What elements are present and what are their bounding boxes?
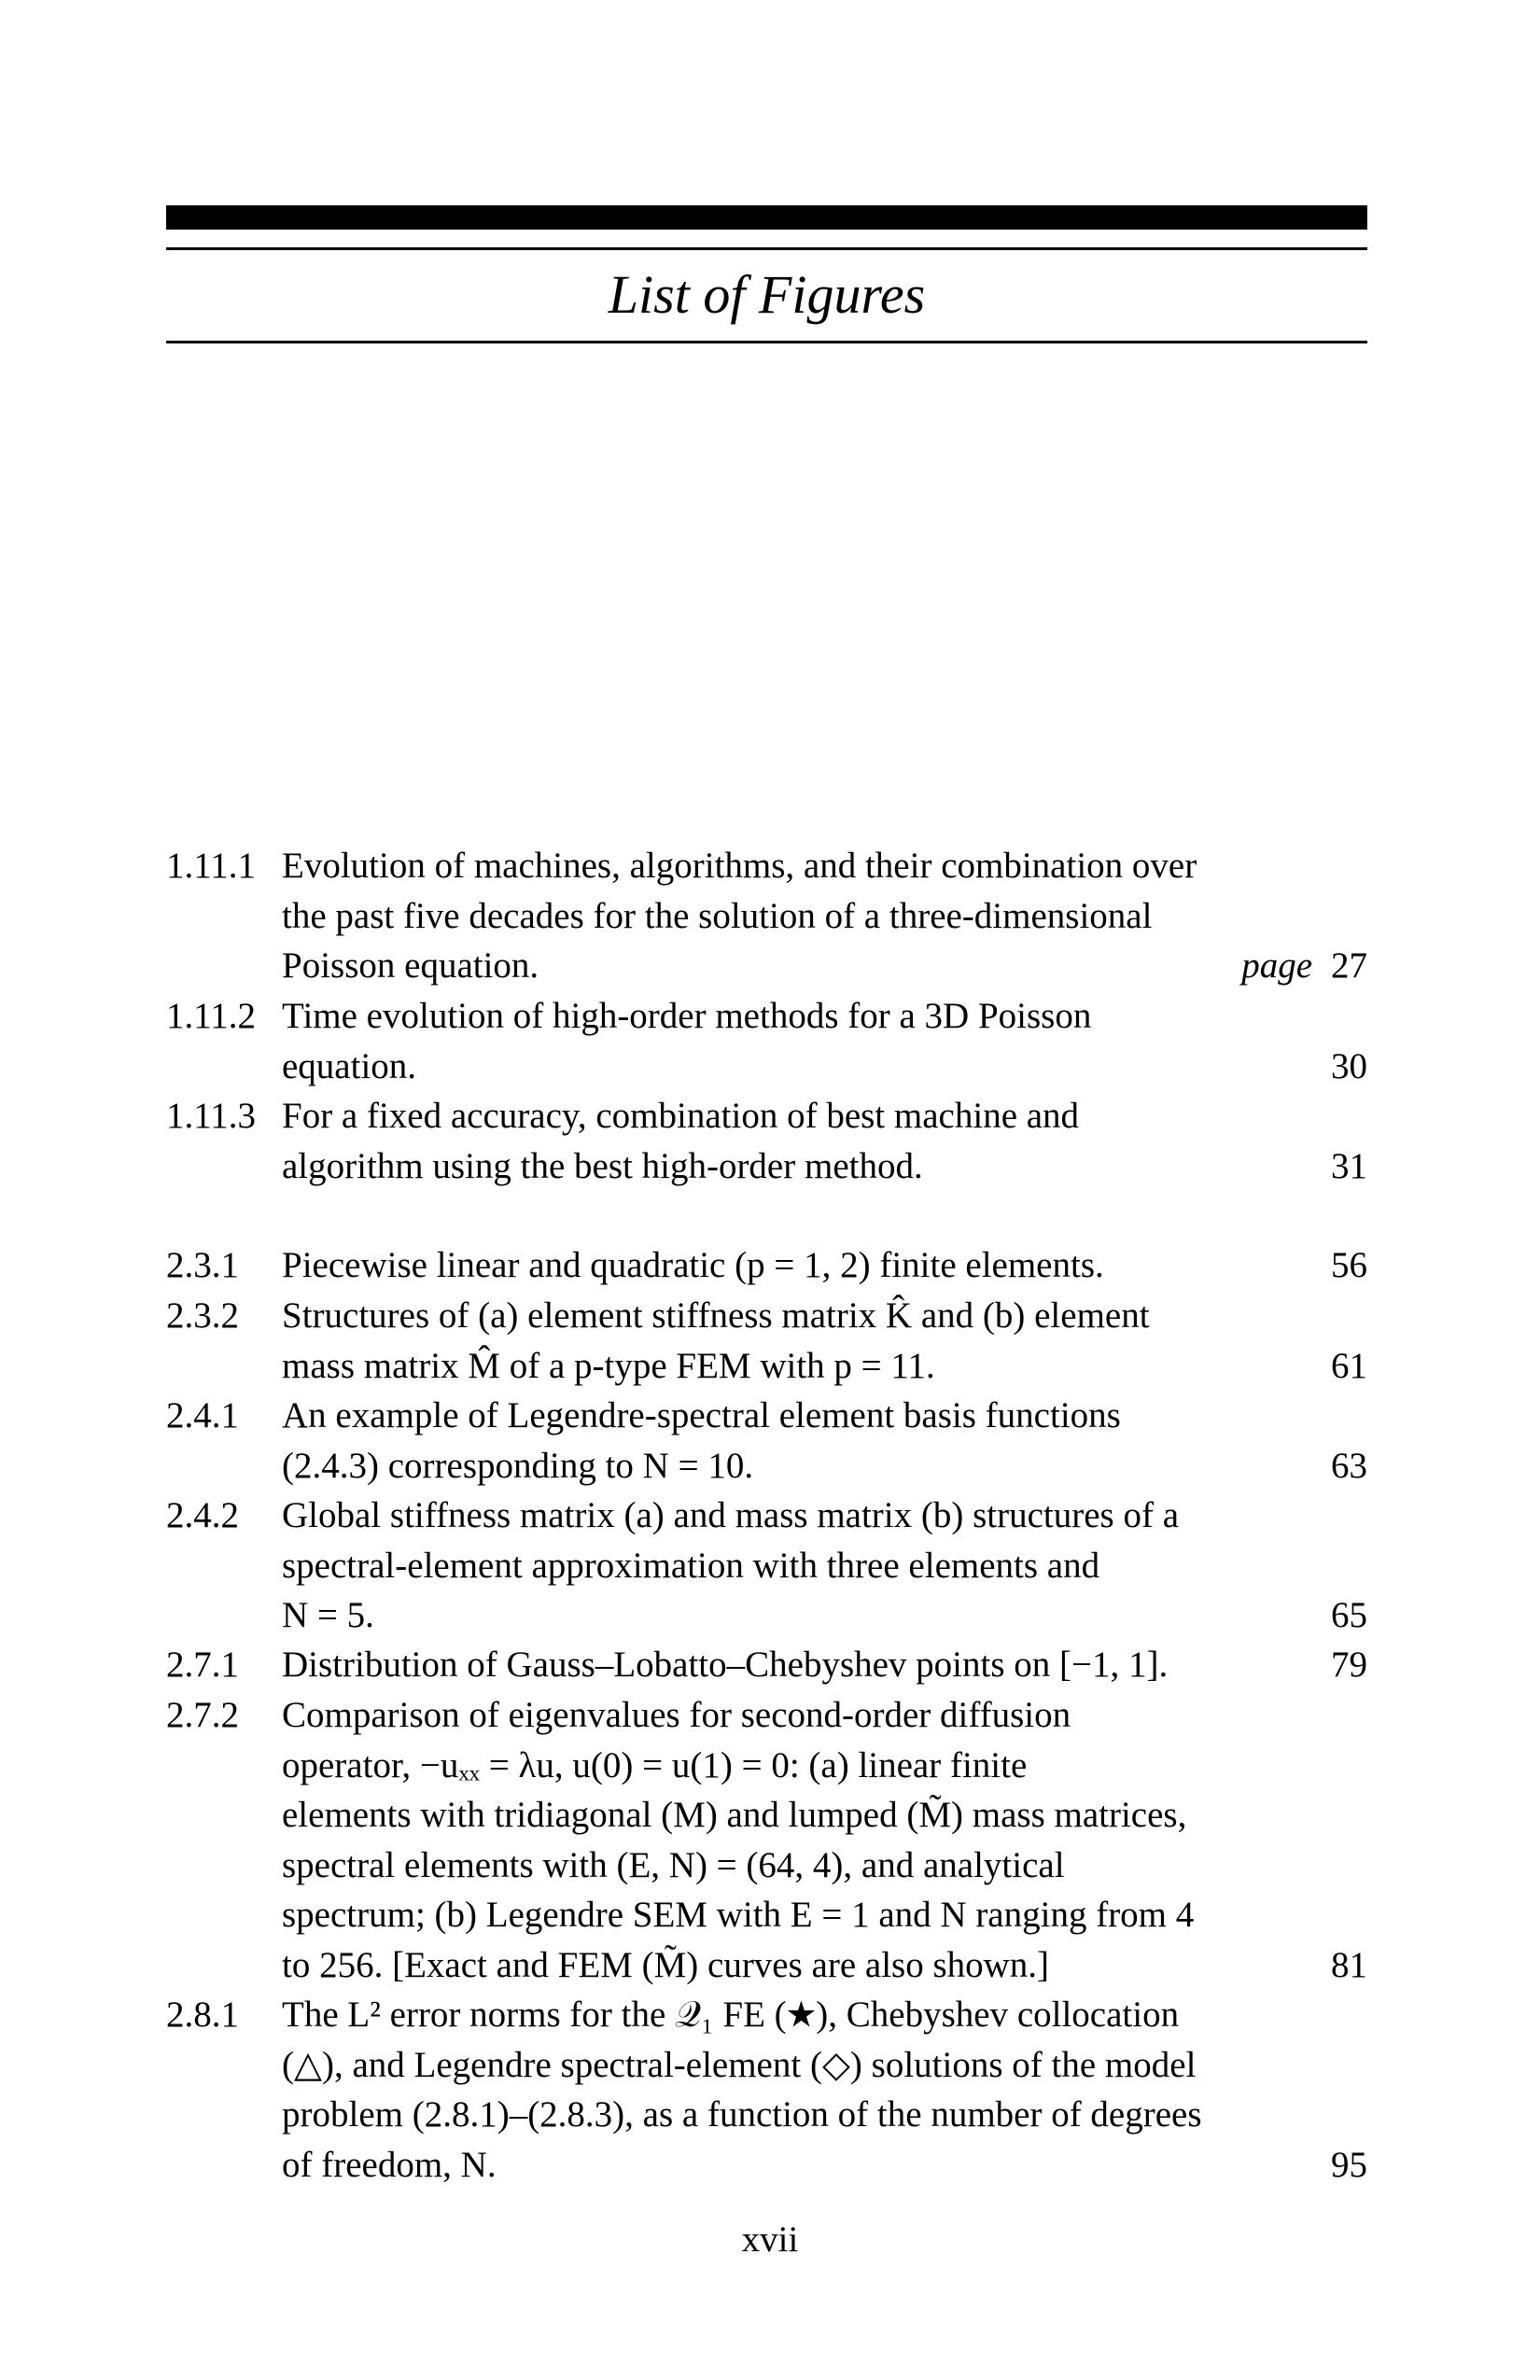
figure-number: 2.3.2 <box>166 1295 239 1336</box>
caption-line: (△), and Legendre spectral-element (◇) solutions of the model <box>282 2044 1197 2085</box>
figure-number: 2.3.1 <box>166 1245 239 1285</box>
caption-line: Distribution of Gauss–Lobatto–Chebyshev points on [−1, 1]. <box>282 1645 1169 1685</box>
caption-line: N = 5. <box>282 1595 374 1635</box>
header-thin-rule-top <box>166 247 1367 250</box>
caption-line: The L² error norms for the 𝒬₁ FE (★), Chebyshev collocation <box>282 1995 1180 2035</box>
figure-caption <box>282 991 1290 1091</box>
page-number: 63 <box>1331 1445 1367 1486</box>
page-number: 30 <box>1331 1045 1367 1086</box>
figure-caption <box>282 1291 1290 1391</box>
page-number: 61 <box>1331 1345 1367 1386</box>
caption-line: Poisson equation. <box>282 945 539 986</box>
page-folio: xvii <box>741 2219 799 2260</box>
page-reference <box>1241 941 1367 991</box>
caption-line: For a fixed accuracy, combination of best machine and <box>282 1096 1080 1136</box>
page-title: List of Figures <box>608 264 926 325</box>
figure-caption <box>282 1240 1290 1291</box>
page-number: 81 <box>1331 1944 1367 1985</box>
figure-number: 2.4.2 <box>166 1495 239 1535</box>
figure-caption <box>282 841 1290 991</box>
figure-caption <box>282 1690 1290 1990</box>
figure-number: 1.11.2 <box>166 996 257 1036</box>
header-thin-rule-bottom <box>166 341 1367 343</box>
caption-line: An example of Legendre-spectral element basis functions <box>282 1395 1121 1435</box>
page-number: 31 <box>1331 1145 1367 1186</box>
figure-caption <box>282 1640 1290 1690</box>
page-label: page <box>1241 945 1312 986</box>
page-number: 65 <box>1331 1595 1367 1635</box>
caption-line: mass matrix M̂ of a p-type FEM with p = 11. <box>282 1345 935 1386</box>
figure-number: 2.8.1 <box>166 1995 239 2035</box>
figure-caption <box>282 1491 1290 1641</box>
caption-line: spectral elements with (E, N) = (64, 4), and analytical <box>282 1844 1065 1885</box>
caption-line: Comparison of eigenvalues for second-order diffusion <box>282 1695 1071 1735</box>
page-number: 79 <box>1331 1645 1367 1685</box>
figure-caption <box>282 1990 1290 2190</box>
page-number: 56 <box>1331 1245 1367 1285</box>
figure-number: 2.4.1 <box>166 1395 239 1435</box>
caption-line: spectral-element approximation with three elements and <box>282 1545 1100 1586</box>
caption-line: algorithm using the best high-order method. <box>282 1145 923 1186</box>
caption-line: Time evolution of high-order methods for a 3D Poisson <box>282 996 1092 1036</box>
figure-number: 1.11.3 <box>166 1096 257 1136</box>
figure-caption <box>282 1391 1290 1491</box>
figure-number: 2.7.1 <box>166 1645 239 1685</box>
caption-line: the past five decades for the solution of a three-dimensional <box>282 895 1153 936</box>
caption-line: operator, −uₓₓ = λu, u(0) = u(1) = 0: (a) linear finite <box>282 1744 1028 1785</box>
page-number: 95 <box>1331 2144 1367 2185</box>
page-number: 27 <box>1331 945 1367 986</box>
header-thick-rule <box>166 205 1367 230</box>
caption-line: Global stiffness matrix (a) and mass matrix (b) structures of a <box>282 1495 1180 1535</box>
figure-number: 2.7.2 <box>166 1695 239 1735</box>
caption-line: spectrum; (b) Legendre SEM with E = 1 and N ranging from 4 <box>282 1895 1195 1935</box>
caption-line: elements with tridiagonal (M) and lumped (M̃) mass matrices, <box>282 1795 1187 1835</box>
figure-caption <box>282 1091 1290 1191</box>
caption-line: of freedom, N. <box>282 2144 497 2185</box>
caption-line: (2.4.3) corresponding to N = 10. <box>282 1445 754 1486</box>
caption-line: equation. <box>282 1045 417 1086</box>
caption-line: Piecewise linear and quadratic (p = 1, 2) finite elements. <box>282 1245 1104 1285</box>
caption-line: Structures of (a) element stiffness matrix K̂ and (b) element <box>282 1295 1150 1336</box>
caption-line: problem (2.8.1)–(2.8.3), as a function of the number of degrees <box>282 2094 1202 2135</box>
caption-line: to 256. [Exact and FEM (M̃) curves are also shown.] <box>282 1944 1050 1985</box>
caption-line: Evolution of machines, algorithms, and their combination over <box>282 846 1197 886</box>
figure-number: 1.11.1 <box>166 846 257 886</box>
